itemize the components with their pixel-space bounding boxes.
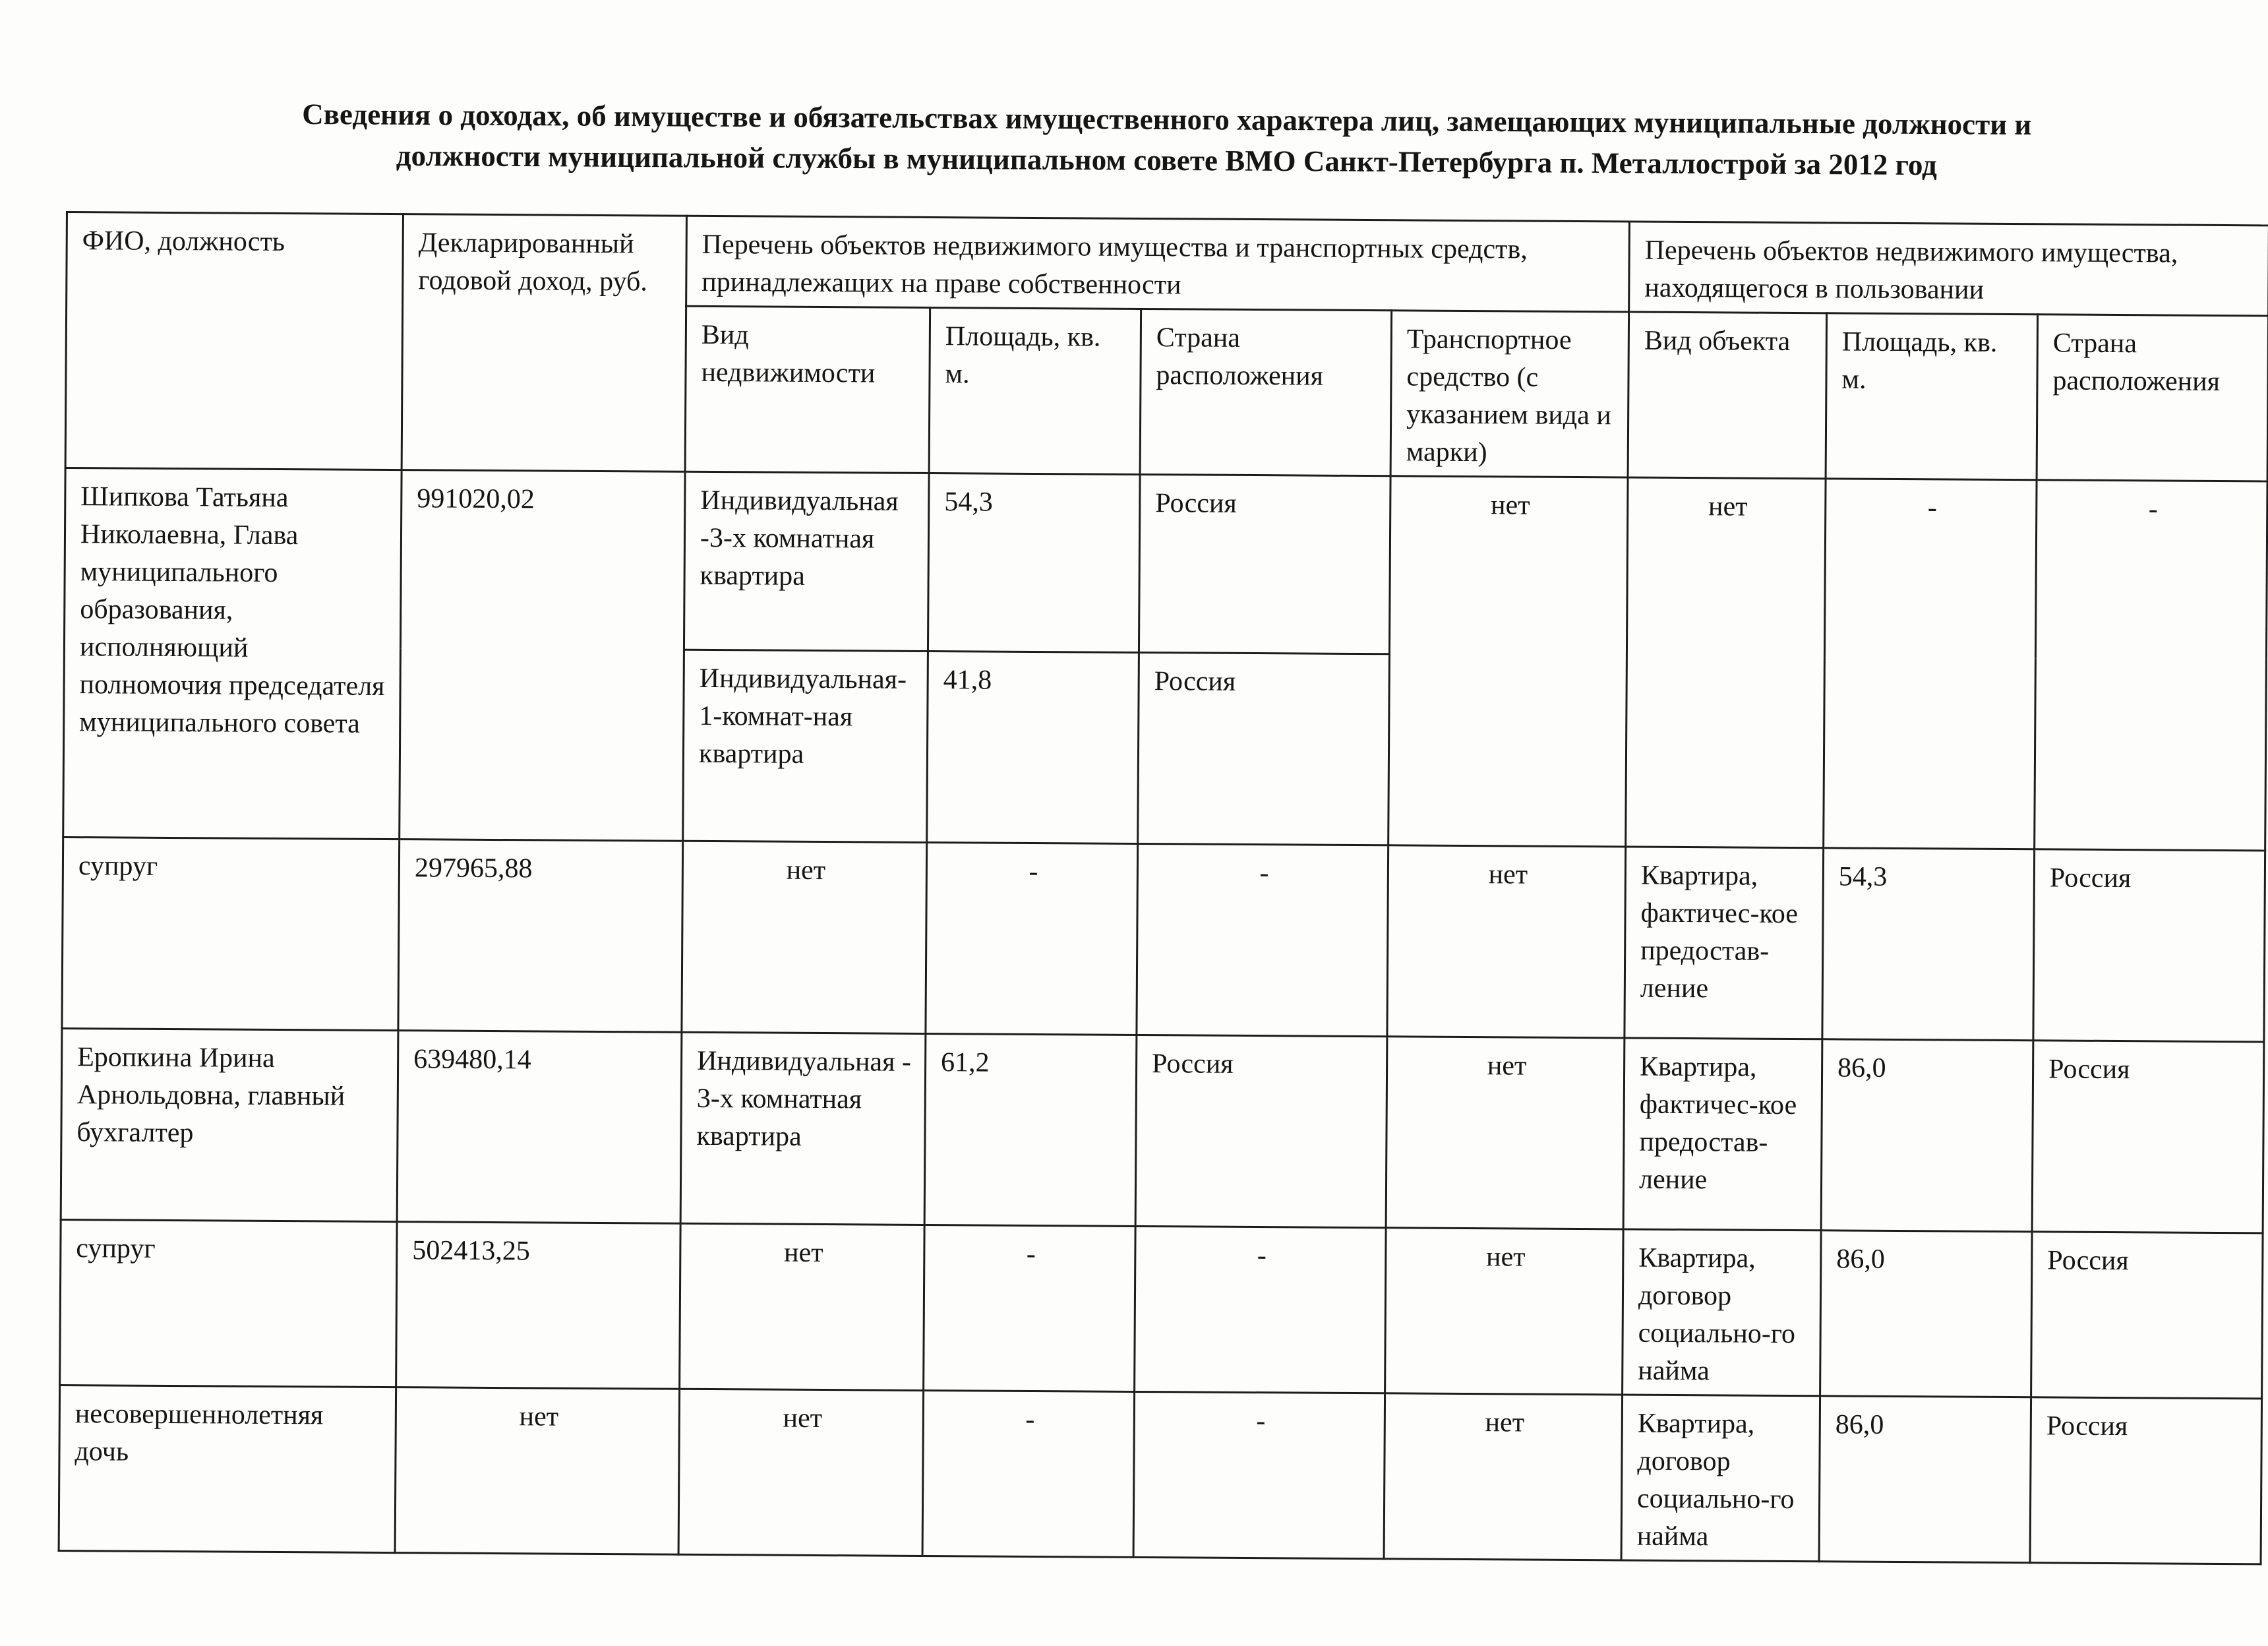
cell-used-area: 86,0 bbox=[1820, 1231, 2033, 1397]
cell-used-country: Россия bbox=[2030, 1397, 2262, 1564]
header-owned-group: Перечень объектов недвижимого имущества и транспортных средств, принадлежащих на праве собственности bbox=[686, 216, 1630, 312]
declaration-table bbox=[58, 211, 2268, 1565]
title-line-1: Сведения о доходах, об имуществе и обязательствах имущественного характера лиц, замещающих муниципальные должности и bbox=[302, 97, 2032, 141]
cell-income: нет bbox=[395, 1387, 680, 1555]
cell-used-country: Россия bbox=[2031, 1232, 2263, 1399]
cell-used-area: 54,3 bbox=[1822, 848, 2035, 1041]
table-row bbox=[64, 468, 2267, 659]
cell-used-type: Квартира, договор социально-го найма bbox=[1623, 1229, 1822, 1396]
cell-used-country: - bbox=[2035, 480, 2267, 851]
cell-used-country: Россия bbox=[2032, 1041, 2264, 1233]
cell-owned-type: нет bbox=[678, 1389, 924, 1556]
cell-income: 639480,14 bbox=[397, 1031, 682, 1224]
header-used-area: Площадь, кв. м. bbox=[1826, 313, 2038, 480]
header-used-type: Вид объекта bbox=[1628, 312, 1827, 479]
cell-income: 502413,25 bbox=[396, 1222, 681, 1389]
cell-vehicle: нет bbox=[1386, 1037, 1625, 1229]
cell-owned-country: Россия bbox=[1135, 1035, 1387, 1227]
cell-used-area: 86,0 bbox=[1819, 1396, 2031, 1563]
header-owned-type: Вид недвижимости bbox=[685, 306, 930, 473]
table-row bbox=[62, 837, 2265, 1041]
header-used-country: Страна расположения bbox=[2037, 315, 2268, 481]
cell-income: 297965,88 bbox=[398, 839, 683, 1033]
header-row-1 bbox=[67, 212, 2268, 316]
cell-owned-area: 61,2 bbox=[924, 1033, 1137, 1226]
cell-owned-type: Индивидуальная- 1-комнат-ная квартира bbox=[683, 650, 928, 842]
cell-owned-area: - bbox=[924, 1225, 1136, 1391]
cell-used-country: Россия bbox=[2033, 849, 2265, 1042]
cell-owned-area: - bbox=[926, 842, 1138, 1035]
cell-owned-area: 54,3 bbox=[928, 473, 1140, 653]
table-row bbox=[59, 1385, 2261, 1564]
cell-owned-area: - bbox=[922, 1390, 1135, 1557]
cell-used-type: нет bbox=[1626, 477, 1826, 848]
cell-fio: супруг bbox=[60, 1219, 398, 1387]
header-owned-area: Площадь, кв. м. bbox=[929, 308, 1141, 475]
table-row bbox=[60, 1219, 2263, 1398]
header-fio: ФИО, должность bbox=[65, 212, 403, 470]
cell-fio: Шипкова Татьяна Николаевна, Глава муниципального образования, исполняющий полномочия председателя муниципального совета bbox=[63, 468, 402, 839]
cell-owned-country: Россия bbox=[1138, 652, 1390, 845]
cell-used-area: - bbox=[1824, 479, 2037, 849]
title-line-2: должности муниципальной службы в муниципальном совете ВМО Санкт-Петербурга п. Металлострой за 2012 год bbox=[396, 138, 1938, 182]
cell-used-area: 86,0 bbox=[1821, 1039, 2033, 1232]
cell-owned-type: Индивидуальная - 3-х комнатная квартира bbox=[680, 1032, 926, 1225]
cell-used-type: Квартира, договор социально-го найма bbox=[1621, 1395, 1820, 1562]
header-used-group: Перечень объектов недвижимого имущества, находящегося в пользовании bbox=[1629, 222, 2268, 316]
cell-owned-type: нет bbox=[680, 1223, 925, 1390]
cell-used-type: Квартира, фактичес-кое предостав-ление bbox=[1623, 1038, 1822, 1231]
cell-vehicle: нет bbox=[1388, 476, 1628, 847]
cell-owned-area: 41,8 bbox=[927, 651, 1139, 843]
page-title bbox=[92, 92, 2242, 187]
cell-owned-type: Индивидуальная -3-х комнатная квартира bbox=[684, 472, 929, 651]
table-row bbox=[61, 1028, 2264, 1233]
header-income: Декларированный годовой доход, руб. bbox=[402, 214, 686, 472]
cell-owned-type: нет bbox=[682, 841, 927, 1033]
header-owned-country: Страна расположения bbox=[1140, 309, 1392, 475]
header-vehicle: Транспортное средство (с указанием вида и марки) bbox=[1390, 311, 1629, 477]
cell-fio: Еропкина Ирина Арнольдовна, главный бухгалтер bbox=[61, 1028, 398, 1221]
cell-used-type: Квартира, фактичес-кое предостав-ление bbox=[1625, 847, 1824, 1039]
cell-fio: супруг bbox=[62, 837, 400, 1030]
cell-income: 991020,02 bbox=[400, 470, 685, 841]
cell-owned-country: - bbox=[1137, 843, 1388, 1036]
cell-owned-country: Россия bbox=[1139, 474, 1390, 654]
cell-vehicle: нет bbox=[1387, 845, 1626, 1038]
cell-fio: несовершеннолетняя дочь bbox=[59, 1385, 396, 1552]
cell-vehicle: нет bbox=[1384, 1393, 1623, 1560]
cell-vehicle: нет bbox=[1385, 1228, 1624, 1395]
cell-owned-country: - bbox=[1133, 1391, 1385, 1558]
cell-owned-country: - bbox=[1135, 1226, 1387, 1393]
